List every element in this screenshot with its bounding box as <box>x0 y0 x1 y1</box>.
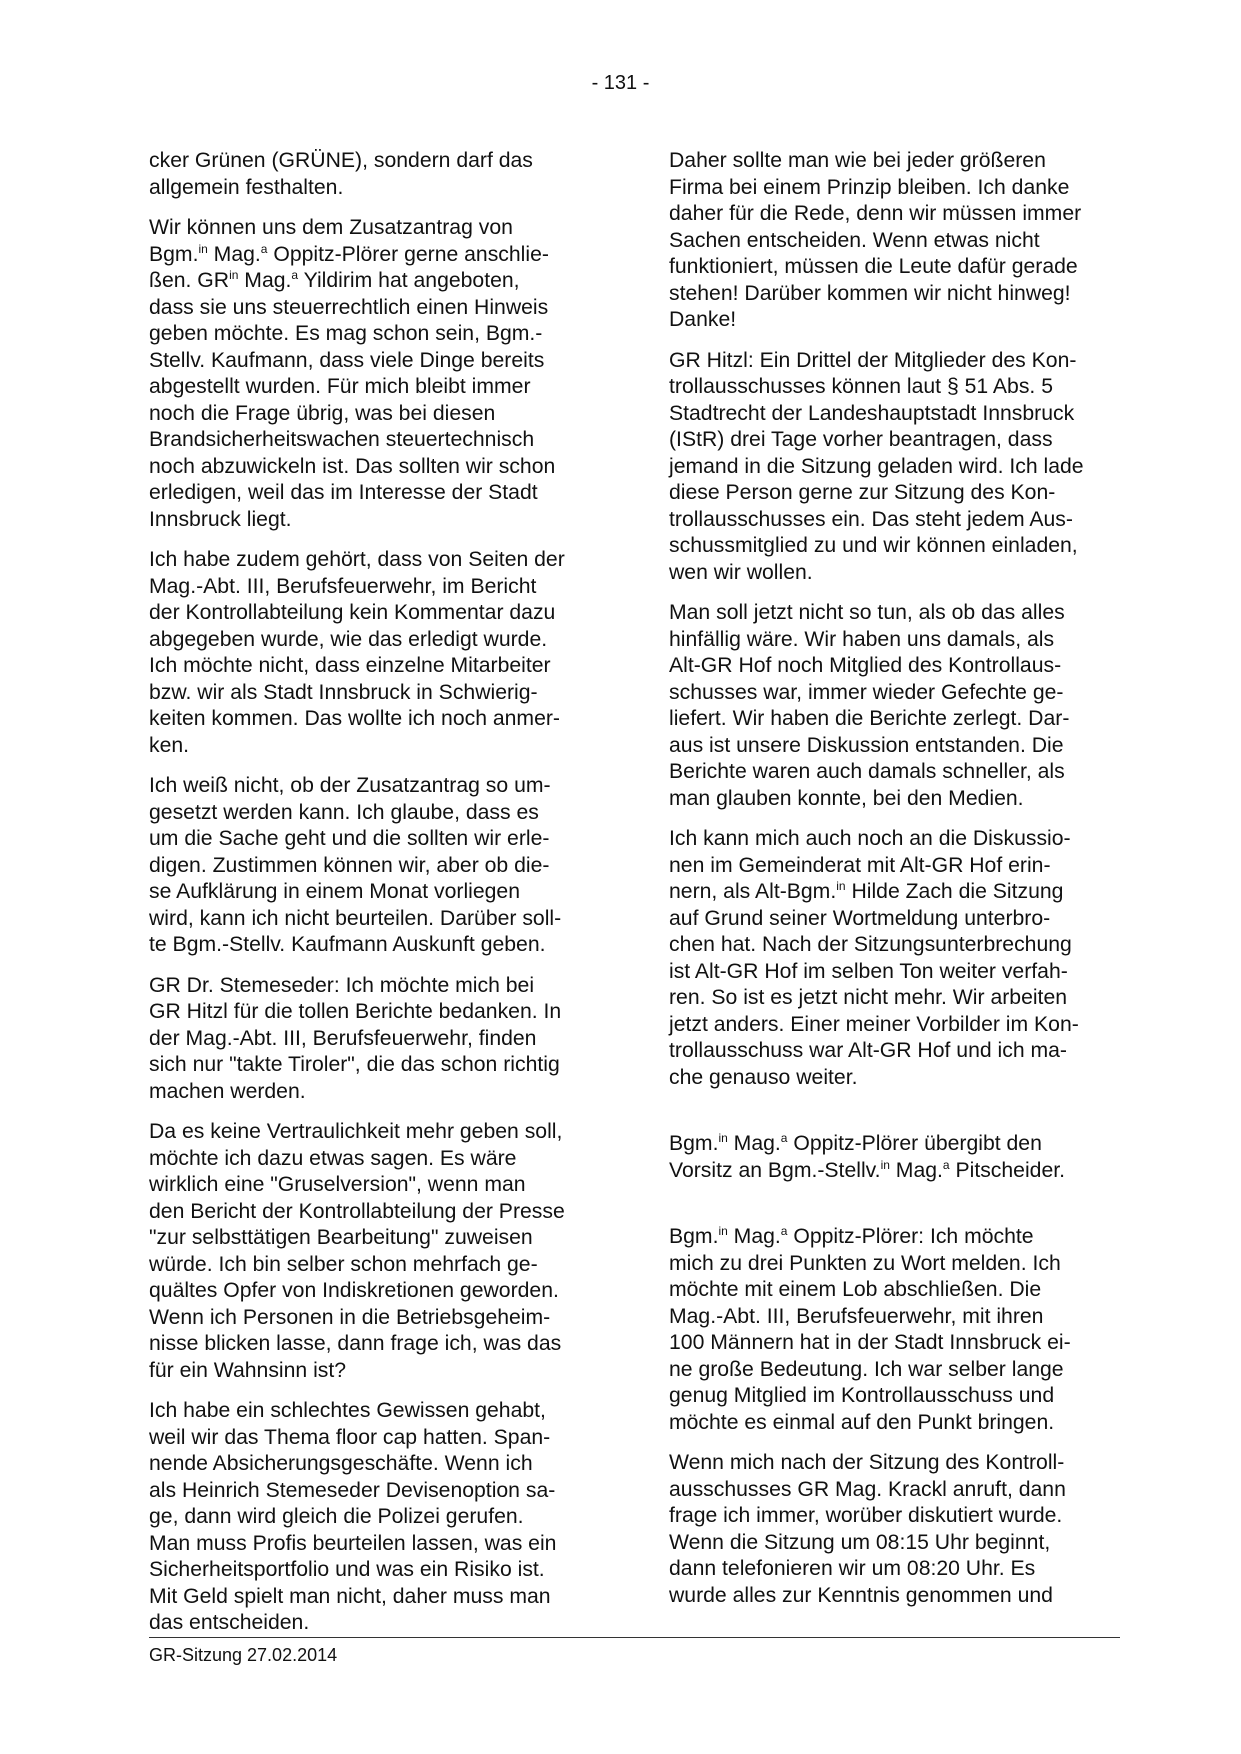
text-line: ren. So ist es jetzt nicht mehr. Wir arbeiten <box>669 986 1068 1009</box>
text-line: gesetzt werden kann. Ich glaube, dass es <box>149 800 539 824</box>
text-line: um die Sache geht und die sollten wir erle- <box>149 827 550 850</box>
text-line: GR Hitzl: Ein Drittel der Mitglieder des Kon- <box>669 348 1077 372</box>
text-line: mich zu drei Punkten zu Wort melden. Ich <box>669 1251 1061 1275</box>
text-line: dann telefonieren wir um 08:20 Uhr. Es <box>669 1557 1036 1580</box>
right_column-paragraph <box>669 826 1121 1091</box>
text-line: wirklich eine "Gruselversion", wenn man <box>149 1173 526 1196</box>
text-line: GR Hitzl für die tollen Berichte bedanken. In <box>149 1000 562 1023</box>
section-gap <box>669 1105 1121 1131</box>
text-line: Wenn ich Personen in die Betriebsgeheim- <box>149 1305 551 1329</box>
text-line: wen wir wollen. <box>669 560 813 584</box>
text-line: schussmitglied zu und wir können einladen, <box>669 534 1078 557</box>
text-line: abgestellt wurden. Für mich bleibt immer <box>149 375 531 398</box>
text-line: keiten kommen. Das wollte ich noch anmer- <box>149 707 560 730</box>
text-line: Man soll jetzt nicht so tun, als ob das alles <box>669 601 1065 624</box>
text-line: Firma bei einem Prinzip bleiben. Ich danke <box>669 175 1070 199</box>
text-line: Bgm.$^{in}$ Mag.$^a$ Oppitz-Plörer übergibt den <box>669 1131 1042 1155</box>
text-line: Brandsicherheitswachen steuertechnisch <box>149 428 535 451</box>
text-line: Ich möchte nicht, dass einzelne Mitarbeiter <box>149 654 551 677</box>
left-column <box>149 148 601 1651</box>
text-line: möchte mit einem Lob abschließen. Die <box>669 1278 1042 1301</box>
text-line: Ich habe ein schlechtes Gewissen gehabt, <box>149 1399 546 1422</box>
text-line: Wenn die Sitzung um 08:15 Uhr beginnt, <box>669 1530 1051 1554</box>
text-line: "zur selbsttätigen Bearbeitung" zuweisen <box>149 1226 533 1249</box>
text-line: cker Grünen (GRÜNE), sondern darf das <box>149 149 533 172</box>
text-line: Man muss Profis beurteilen lassen, was ein <box>149 1531 557 1555</box>
text-line: se Aufklärung in einem Monat vorliegen <box>149 880 520 903</box>
text-line: digen. Zustimmen können wir, aber ob die- <box>149 853 550 877</box>
text-line: schusses war, immer wieder Gefechte ge- <box>669 680 1064 704</box>
text-line: für ein Wahnsinn ist? <box>149 1358 347 1382</box>
text-line: Bgm.$^{in}$ Mag.$^a$ Oppitz-Plörer gerne anschlie- <box>149 241 549 266</box>
text-line: abgegeben wurde, wie das erledigt wurde. <box>149 627 548 651</box>
text-line: frage ich immer, worüber diskutiert wurde. <box>669 1504 1063 1527</box>
text-line: Daher sollte man wie bei jeder größeren <box>669 149 1046 172</box>
right_column-paragraph <box>669 600 1121 812</box>
text-line: den Bericht der Kontrollabteilung der Presse <box>149 1199 565 1223</box>
text-line: Ich weiß nicht, ob der Zusatzantrag so um- <box>149 774 551 797</box>
text-line: geben möchte. Es mag schon sein, Bgm.- <box>149 322 543 345</box>
text-line: liefert. Wir haben die Berichte zerlegt. Dar- <box>669 707 1070 730</box>
text-line: jemand in die Sitzung geladen wird. Ich lade <box>669 454 1084 478</box>
text-line: weil wir das Thema floor cap hatten. Span- <box>149 1425 551 1449</box>
text-line: Danke! <box>669 308 737 331</box>
text-line: te Bgm.-Stellv. Kaufmann Auskunft geben. <box>149 933 546 956</box>
text-line: dass sie uns steuerrechtlich einen Hinweis <box>149 295 549 319</box>
left_column-paragraph <box>149 148 601 201</box>
text-line: aus ist unsere Diskussion entstanden. Die <box>669 733 1064 757</box>
left_column-paragraph <box>149 215 601 533</box>
right_column-paragraph <box>669 1224 1121 1436</box>
section-gap <box>669 1198 1121 1224</box>
text-line: 100 Männern hat in der Stadt Innsbruck ei- <box>669 1331 1071 1354</box>
text-line: das entscheiden. <box>149 1611 310 1634</box>
right_column-paragraph <box>669 1131 1121 1184</box>
left_column-paragraph <box>149 773 601 959</box>
text-line: daher für die Rede, denn wir müssen immer <box>669 202 1082 225</box>
text-line: Mit Geld spielt man nicht, daher muss man <box>149 1584 551 1608</box>
text-line: möchte es einmal auf den Punkt bringen. <box>669 1410 1055 1434</box>
text-line: Vorsitz an Bgm.-Stellv.$^{in}$ Mag.$^a$ Pitscheider. <box>669 1157 1066 1182</box>
text-line: Mag.-Abt. III, Berufsfeuerwehr, mit ihren <box>669 1304 1044 1328</box>
text-line: diese Person gerne zur Sitzung des Kon- <box>669 481 1056 504</box>
text-line: Bgm.$^{in}$ Mag.$^a$ Oppitz-Plörer: Ich möchte <box>669 1224 1034 1248</box>
text-line: sich nur "takte Tiroler", die das schon richtig <box>149 1053 560 1076</box>
text-line: Da es keine Vertraulichkeit mehr geben soll, <box>149 1120 563 1143</box>
text-line: Wenn mich nach der Sitzung des Kontroll- <box>669 1451 1065 1474</box>
text-line: trollausschuss war Alt-GR Hof und ich ma- <box>669 1039 1067 1062</box>
text-line: allgemein festhalten. <box>149 175 344 199</box>
left_column-paragraph <box>149 1119 601 1384</box>
text-line: nern, als Alt-Bgm.$^{in}$ Hilde Zach die Sitzung <box>669 879 1064 903</box>
text-line: nisse blicken lasse, dann frage ich, was das <box>149 1332 562 1355</box>
text-line: Innsbruck liegt. <box>149 507 292 531</box>
text-line: quältes Opfer von Indiskretionen geworden. <box>149 1279 559 1302</box>
left_column-paragraph <box>149 1398 601 1637</box>
text-line: Mag.-Abt. III, Berufsfeuerwehr, im Bericht <box>149 574 537 598</box>
text-line: Alt-GR Hof noch Mitglied des Kontrollaus- <box>669 654 1062 677</box>
text-line: möchte ich dazu etwas sagen. Es wäre <box>149 1146 517 1170</box>
text-line: stehen! Darüber kommen wir nicht hinweg! <box>669 281 1071 305</box>
text-line: nende Absicherungsgeschäfte. Wenn ich <box>149 1452 533 1475</box>
text-line: trollausschusses können laut § 51 Abs. 5 <box>669 375 1053 398</box>
text-line: Berichte waren auch damals schneller, als <box>669 760 1065 783</box>
text-line: chen hat. Nach der Sitzungsunterbrechung <box>669 933 1072 956</box>
left_column-paragraph <box>149 547 601 759</box>
text-line: als Heinrich Stemeseder Devisenoption sa- <box>149 1478 556 1502</box>
text-line: man glauben konnte, bei den Medien. <box>669 786 1024 810</box>
text-line: Ich habe zudem gehört, dass von Seiten der <box>149 548 565 571</box>
text-line: machen werden. <box>149 1079 306 1103</box>
text-line: der Kontrollabteilung kein Kommentar dazu <box>149 601 556 624</box>
text-line: Ich kann mich auch noch an die Diskussio- <box>669 827 1071 850</box>
text-line: ken. <box>149 733 190 757</box>
text-line: ausschusses GR Mag. Krackl anruft, dann <box>669 1477 1066 1501</box>
text-line: genug Mitglied im Kontrollausschuss und <box>669 1384 1055 1407</box>
text-line: ßen. $GR^{in}$ Mag.$^a$ Yildirim hat angeboten, <box>149 268 520 292</box>
footer-session-date: GR-Sitzung 27.02.2014 <box>149 1645 338 1665</box>
text-line: trollausschusses ein. Das steht jedem Aus- <box>669 507 1073 531</box>
text-line: noch abzuwickeln ist. Das sollten wir schon <box>149 454 556 478</box>
text-line: erledigen, weil das im Interesse der Stadt <box>149 481 538 504</box>
text-line: der Mag.-Abt. III, Berufsfeuerwehr, finden <box>149 1026 537 1050</box>
text-line: Sachen entscheiden. Wenn etwas nicht <box>669 228 1040 252</box>
text-line: (IStR) drei Tage vorher beantragen, dass <box>669 428 1053 451</box>
text-line: bzw. wir als Stadt Innsbruck in Schwierig- <box>149 680 538 704</box>
text-line: Wir können uns dem Zusatzantrag von <box>149 216 513 239</box>
text-line: Sicherheitsportfolio und was ein Risiko ist. <box>149 1558 545 1581</box>
text-line: ge, dann wird gleich die Polizei gerufen. <box>149 1505 524 1528</box>
right_column-paragraph <box>669 148 1121 334</box>
text-line: auf Grund seiner Wortmeldung unterbro- <box>669 906 1051 930</box>
page-number: - 131 - <box>591 72 650 94</box>
left_column-paragraph <box>149 973 601 1106</box>
text-line: nen im Gemeinderat mit Alt-GR Hof erin- <box>669 853 1051 877</box>
text-line: Stadtrecht der Landeshauptstadt Innsbruck <box>669 401 1075 425</box>
right_column-paragraph <box>669 348 1121 587</box>
text-line: hinfällig wäre. Wir haben uns damals, als <box>669 627 1055 651</box>
text-line: würde. Ich bin selber schon mehrfach ge- <box>149 1252 538 1276</box>
text-line: che genauso weiter. <box>669 1065 858 1089</box>
text-line: jetzt anders. Einer meiner Vorbilder im Kon- <box>669 1012 1079 1036</box>
text-line: ne große Bedeutung. Ich war selber lange <box>669 1357 1064 1381</box>
right-column <box>669 148 1121 1623</box>
text-line: GR Dr. Stemeseder: Ich möchte mich bei <box>149 973 535 997</box>
text-line: funktioniert, müssen die Leute dafür gerade <box>669 255 1078 278</box>
text-line: Stellv. Kaufmann, dass viele Dinge bereits <box>149 348 545 372</box>
text-line: wurde alles zur Kenntnis genommen und <box>669 1583 1053 1607</box>
text-line: noch die Frage übrig, was bei diesen <box>149 401 496 425</box>
text-line: ist Alt-GR Hof im selben Ton weiter verfah- <box>669 959 1068 983</box>
right_column-paragraph <box>669 1450 1121 1609</box>
text-line: wird, kann ich nicht beurteilen. Darüber soll- <box>149 906 562 930</box>
footer-divider <box>149 1637 1120 1638</box>
